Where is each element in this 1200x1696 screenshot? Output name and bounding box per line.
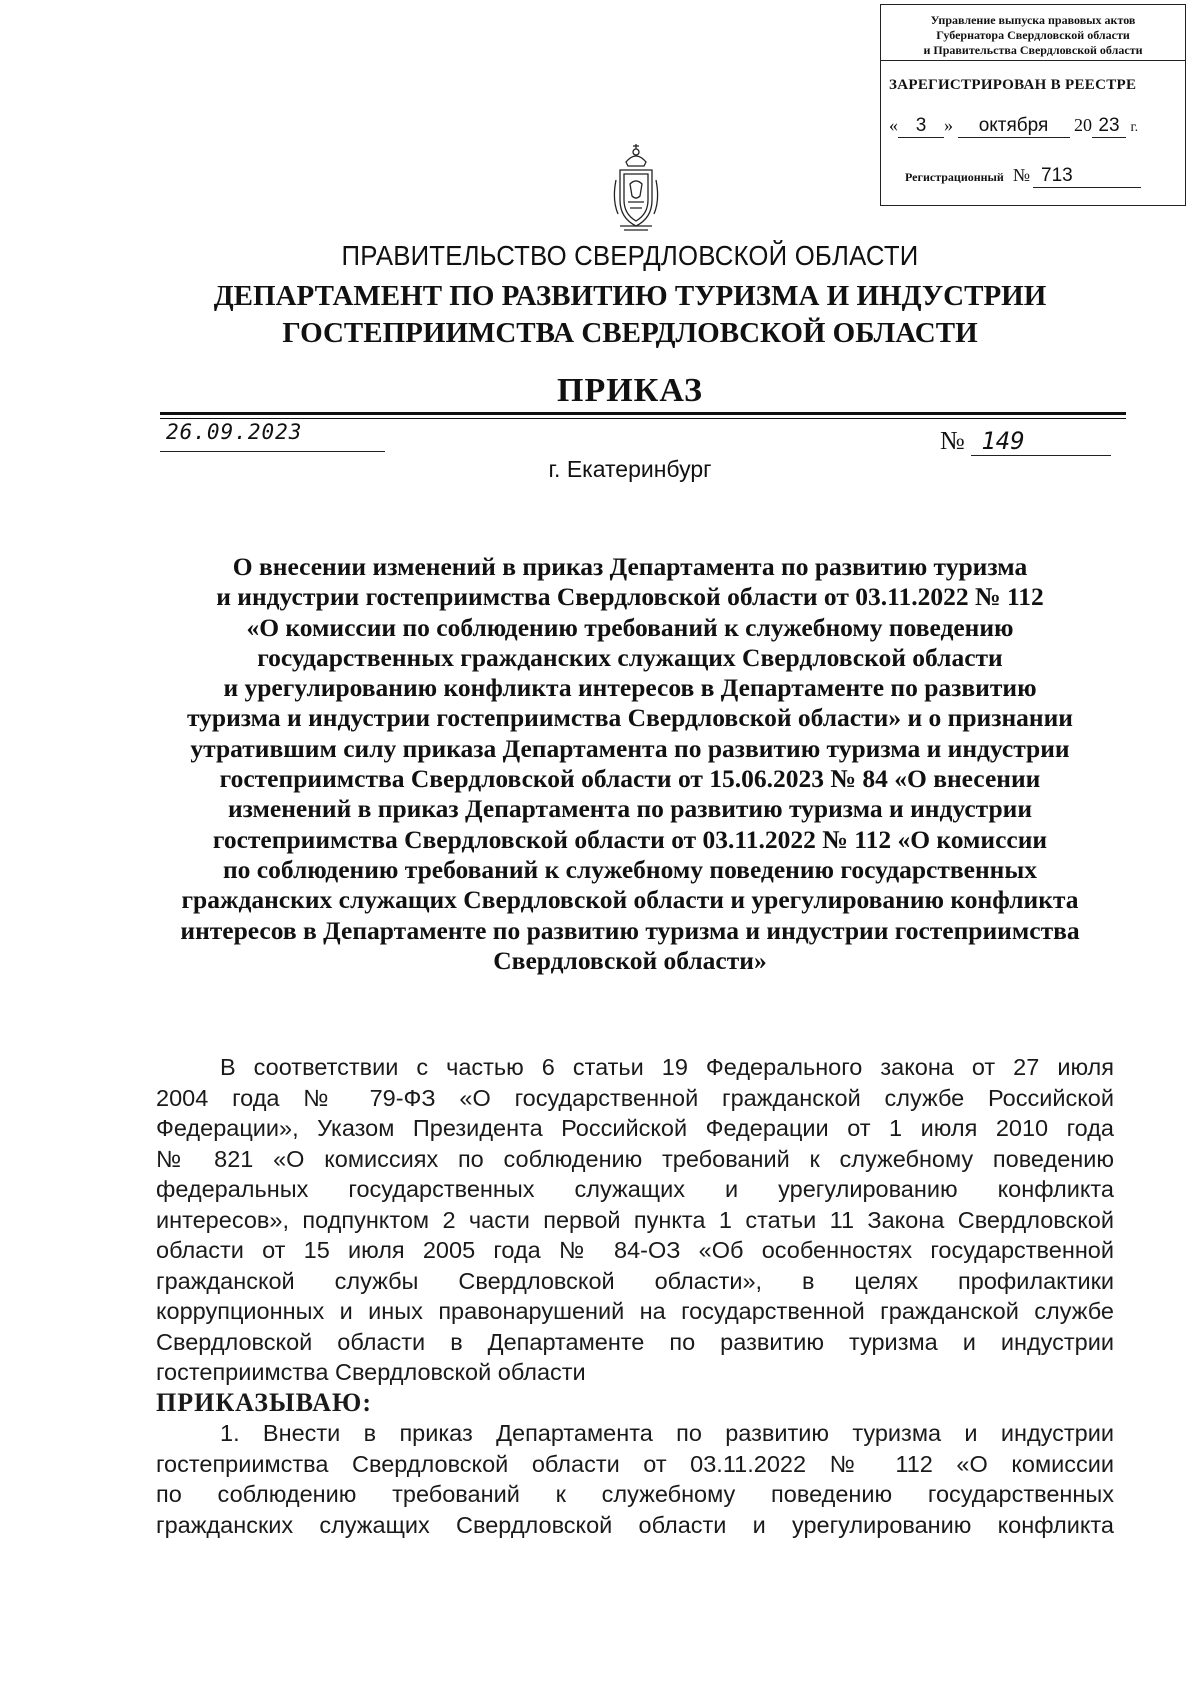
registration-stamp — [880, 4, 1186, 206]
order-number-handwritten: 149 — [971, 427, 1111, 456]
subject-line: туризма и индустрии гостеприимства Свердловской области» и о признании — [186, 703, 1073, 733]
stamp-header-line: Губернатора Свердловской области — [936, 28, 1130, 42]
stamp-header-line: Управление выпуска правовых актов — [930, 13, 1136, 27]
item-line: гостеприимства Свердловской области от 03.11.2022 № 112 «О комиссии — [156, 1450, 1114, 1477]
subject-line: гостеприимства Свердловской области от 03.11.2022 № 112 «О комиссии — [212, 824, 1048, 854]
coat-of-arms-icon — [606, 140, 666, 236]
stamp-date: « 3 » октября 20 23 г. — [889, 115, 1139, 136]
stamp-reg-sign: № — [1012, 165, 1031, 185]
department-title-line1: ДЕПАРТАМЕНТ ПО РАЗВИТИЮ ТУРИЗМА И ИНДУСТРИИ — [213, 280, 1047, 312]
preamble-line: федеральных государственных служащих и урегулированию конфликта — [156, 1176, 1114, 1202]
preamble-line: интересов», подпунктом 2 части первой пункта 1 статьи 11 Закона Свердловской — [156, 1206, 1114, 1233]
preamble-line: Свердловской области в Департаменте по развитию туризма и индустрии — [156, 1328, 1114, 1355]
stamp-date-month: октября — [958, 115, 1070, 138]
preamble-line: В соответствии с частью 6 статьи 19 Федерального закона от 27 июля — [220, 1054, 1114, 1080]
department-title — [0, 278, 1200, 352]
subject-line: по соблюдению требований к служебному поведению государственных — [222, 854, 1038, 884]
order-number-sign: № — [940, 426, 965, 455]
stamp-reg-label: Регистрационный — [905, 170, 1004, 184]
subject-line: Свердловской области» — [493, 945, 767, 975]
preamble-line: гостеприимства Свердловской области — [156, 1359, 586, 1385]
item-line: 1. Внести в приказ Департамента по развитию туризма и индустрии — [220, 1420, 1114, 1446]
stamp-title: ЗАРЕГИСТРИРОВАН В РЕЕСТРЕ — [889, 77, 1137, 93]
stamp-registration — [905, 165, 1141, 188]
order-body — [156, 1052, 1114, 1540]
preamble-line: гражданской службы Свердловской области», в целях профилактики — [156, 1267, 1114, 1294]
order-word: ПРИКАЗЫВАЮ: — [156, 1387, 372, 1417]
preamble-line: № 821 «О комиссиях по соблюдению требований к служебному поведению — [156, 1145, 1114, 1172]
subject-line: и индустрии гостеприимства Свердловской области от 03.11.2022 № 112 — [216, 582, 1044, 612]
subject-line: и урегулированию конфликта интересов в Департаменте по развитию — [223, 673, 1037, 703]
subject-line: государственных гражданских служащих Свердловской области — [257, 642, 1003, 672]
subject-line: О внесении изменений в приказ Департамента по развитию туризма — [232, 552, 1028, 581]
item-line: по соблюдению требований к служебному поведению государственных — [156, 1481, 1114, 1507]
subject-line: гражданских служащих Свердловской области и урегулированию конфликта — [181, 885, 1079, 915]
document-type: ПРИКАЗ — [557, 372, 703, 409]
stamp-header — [881, 5, 1185, 61]
government-title: ПРАВИТЕЛЬСТВО СВЕРДЛОВСКОЙ ОБЛАСТИ — [341, 240, 919, 271]
stamp-date-g: г. — [1130, 120, 1139, 135]
header-rule-thick — [160, 412, 1126, 415]
header-rule-thin — [160, 418, 1126, 419]
preamble-line: 2004 года № 79-ФЗ «О государственной гражданской службе Российской — [156, 1084, 1114, 1111]
preamble-line: Федерации», Указом Президента Российской Федерации от 1 июля 2010 года — [156, 1115, 1114, 1141]
preamble-line: области от 15 июля 2005 года № 84-ОЗ «Об особенностях государственной — [156, 1237, 1114, 1263]
item-line: гражданских служащих Свердловской области и урегулированию конфликта — [156, 1511, 1114, 1538]
stamp-date-year-suffix: 23 — [1092, 115, 1126, 138]
stamp-reg-number: 713 — [1033, 165, 1141, 188]
stamp-header-line: и Правительства Свердловской области — [923, 43, 1143, 57]
subject-line: изменений в приказ Департамента по развитию туризма и индустрии — [227, 794, 1033, 824]
order-number — [940, 426, 1111, 456]
subject-line: гостеприимства Свердловской области от 15.06.2023 № 84 «О внесении — [219, 764, 1041, 794]
subject-line: интересов в Департаменте по развитию туризма и индустрии гостеприимства — [180, 915, 1080, 945]
stamp-date-year-prefix: 20 — [1074, 115, 1092, 135]
order-date-handwritten: 26.09.2023 — [160, 420, 385, 452]
order-subject — [150, 552, 1110, 976]
city: г. Екатеринбург — [548, 456, 712, 482]
preamble-line: коррупционных и иных правонарушений на государственной гражданской службе — [156, 1298, 1114, 1324]
subject-line: «О комиссии по соблюдению требований к служебному поведению — [246, 612, 1014, 642]
department-title-line2: ГОСТЕПРИИМСТВА СВЕРДЛОВСКОЙ ОБЛАСТИ — [282, 317, 978, 349]
stamp-date-day: 3 — [898, 115, 944, 138]
subject-line: утратившим силу приказа Департамента по развитию туризма и индустрии — [190, 733, 1070, 763]
